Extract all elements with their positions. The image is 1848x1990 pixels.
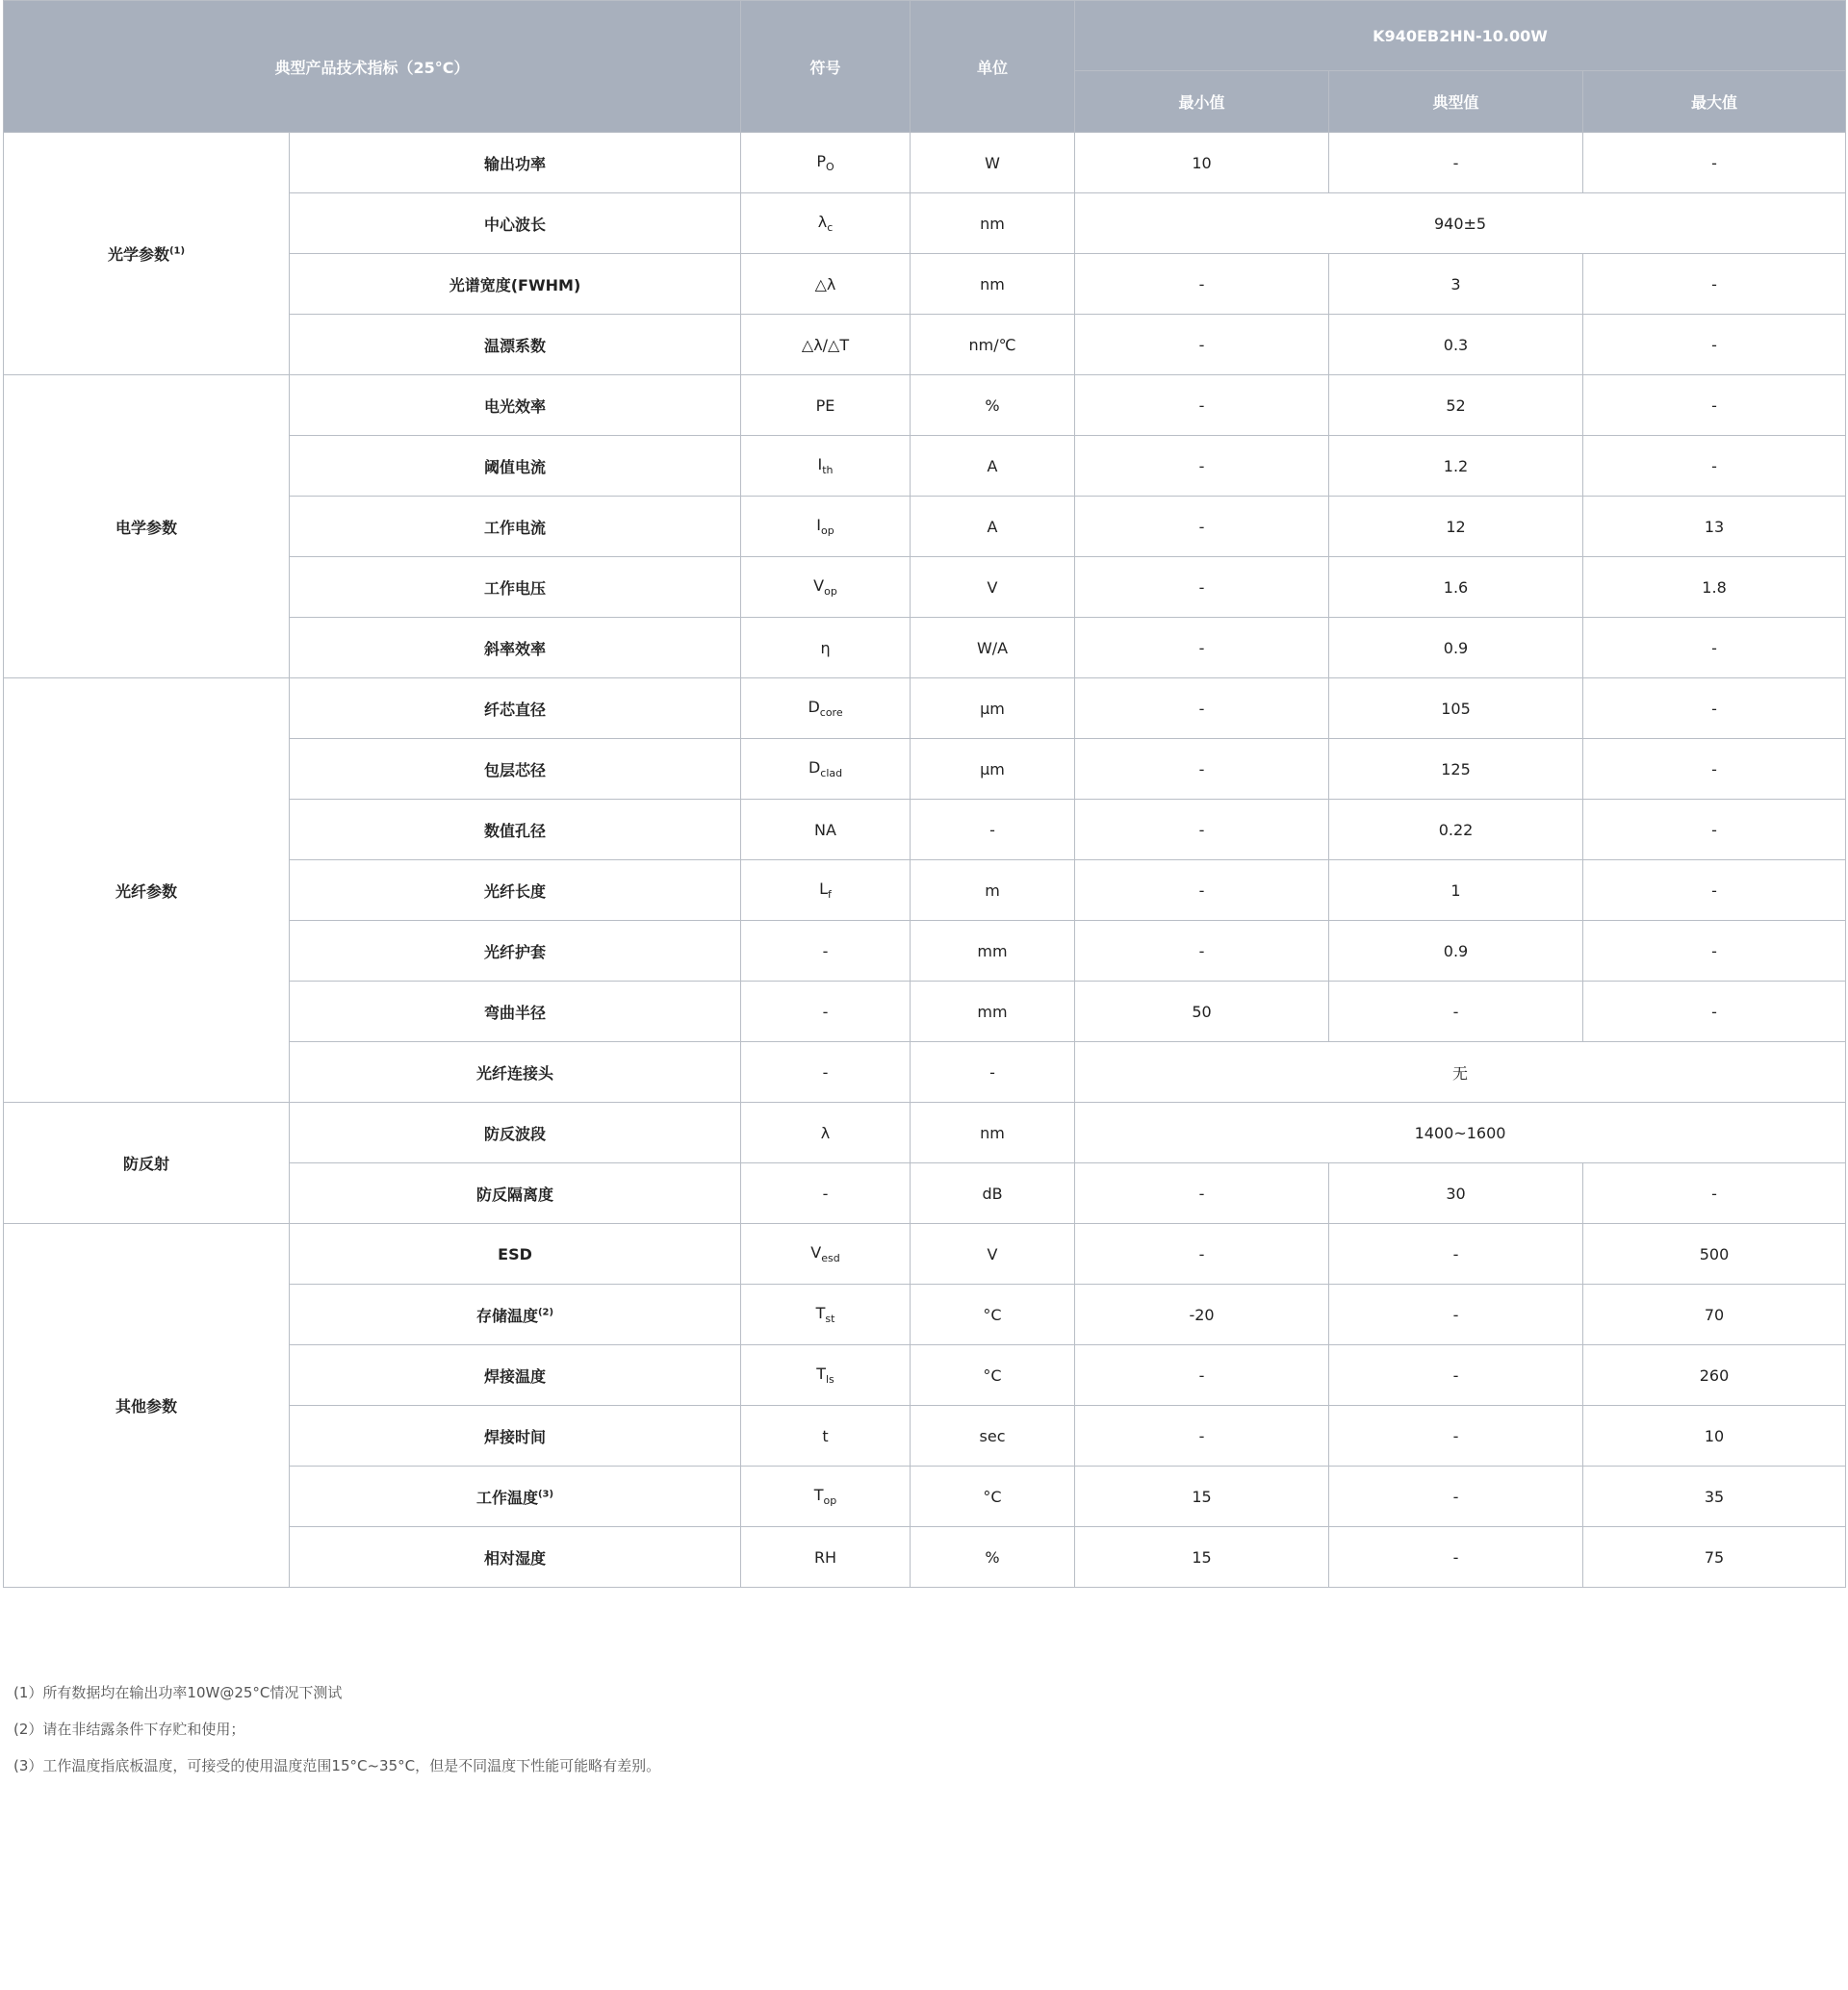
symbol-main: △λ/△T <box>801 335 850 354</box>
max-value-cell: 75 <box>1583 1527 1846 1588</box>
symbol-cell <box>741 982 911 1042</box>
param-cell <box>290 497 741 557</box>
symbol-cell <box>741 1224 911 1285</box>
min-value-cell: 10 <box>1075 133 1329 193</box>
header-max: 最大值 <box>1583 71 1846 133</box>
typ-value-cell: - <box>1329 1224 1583 1285</box>
table-body <box>4 133 1846 1588</box>
param-cell <box>290 375 741 436</box>
symbol-cell <box>741 921 911 982</box>
min-value-cell: - <box>1075 678 1329 739</box>
param-footnote-ref: (3) <box>537 1489 554 1500</box>
max-value-cell: - <box>1583 254 1846 315</box>
max-value-cell: 13 <box>1583 497 1846 557</box>
max-value-cell: - <box>1583 1163 1846 1224</box>
symbol-subscript: esd <box>821 1252 840 1265</box>
symbol-main: T <box>815 1303 826 1322</box>
typ-value-cell: - <box>1329 1467 1583 1527</box>
symbol-cell <box>741 618 911 678</box>
param-cell <box>290 254 741 315</box>
symbol-cell <box>741 800 911 860</box>
symbol-main: - <box>822 941 829 960</box>
typ-value-cell: 0.9 <box>1329 618 1583 678</box>
unit-cell: °C <box>911 1467 1075 1527</box>
symbol-main: I <box>817 454 823 473</box>
merged-value-cell: 1400~1600 <box>1075 1103 1846 1163</box>
merged-value-cell: 940±5 <box>1075 193 1846 254</box>
group-footnote-ref: (1) <box>168 245 186 257</box>
symbol-main: - <box>822 1062 829 1082</box>
param-name: 防反波段 <box>484 1124 547 1143</box>
unit-cell: μm <box>911 678 1075 739</box>
unit-cell: mm <box>911 921 1075 982</box>
symbol-subscript: clad <box>820 767 843 780</box>
max-value-cell: - <box>1583 436 1846 497</box>
symbol-main: V <box>810 1242 822 1262</box>
symbol-subscript: op <box>821 524 834 538</box>
max-value-cell: - <box>1583 678 1846 739</box>
symbol-subscript: op <box>823 1494 837 1508</box>
table-row <box>4 375 1846 436</box>
param-cell <box>290 557 741 618</box>
typ-value-cell: - <box>1329 1345 1583 1406</box>
param-cell <box>290 1527 741 1588</box>
param-cell <box>290 1406 741 1467</box>
param-name: 输出功率 <box>484 154 547 173</box>
symbol-cell <box>741 739 911 800</box>
min-value-cell: - <box>1075 436 1329 497</box>
symbol-cell <box>741 375 911 436</box>
footnote-2: (2）请在非结露条件下存贮和使用； <box>13 1721 245 1738</box>
unit-cell: - <box>911 800 1075 860</box>
min-value-cell: 15 <box>1075 1467 1329 1527</box>
typ-value-cell: 12 <box>1329 497 1583 557</box>
symbol-main: I <box>816 515 822 534</box>
symbol-cell <box>741 1345 911 1406</box>
footnote-1: (1）所有数据均在输出功率10W@25°C情况下测试 <box>13 1684 343 1701</box>
typ-value-cell: 3 <box>1329 254 1583 315</box>
symbol-main: RH <box>813 1547 837 1567</box>
symbol-cell <box>741 678 911 739</box>
max-value-cell: - <box>1583 315 1846 375</box>
min-value-cell: - <box>1075 375 1329 436</box>
symbol-main: - <box>822 1184 829 1203</box>
symbol-subscript: O <box>826 161 834 174</box>
typ-value-cell: 0.3 <box>1329 315 1583 375</box>
max-value-cell: - <box>1583 739 1846 800</box>
typ-value-cell: 52 <box>1329 375 1583 436</box>
param-name: 工作温度 <box>475 1488 538 1507</box>
param-name: 中心波长 <box>484 215 547 234</box>
typ-value-cell: 0.9 <box>1329 921 1583 982</box>
param-name: 工作电压 <box>484 578 547 598</box>
merged-value-cell: 无 <box>1075 1042 1846 1103</box>
typ-value-cell: 125 <box>1329 739 1583 800</box>
param-cell <box>290 1163 741 1224</box>
symbol-cell <box>741 1163 911 1224</box>
typ-value-cell: 1.6 <box>1329 557 1583 618</box>
symbol-main: η <box>820 638 831 657</box>
min-value-cell: - <box>1075 557 1329 618</box>
param-name: 光谱宽度(FWHM) <box>449 275 581 294</box>
param-cell <box>290 1467 741 1527</box>
typ-value-cell: - <box>1329 133 1583 193</box>
max-value-cell: 500 <box>1583 1224 1846 1285</box>
min-value-cell: - <box>1075 1163 1329 1224</box>
symbol-cell <box>741 860 911 921</box>
symbol-cell <box>741 1406 911 1467</box>
max-value-cell: - <box>1583 618 1846 678</box>
symbol-main: NA <box>814 820 836 839</box>
max-value-cell: - <box>1583 860 1846 921</box>
min-value-cell: - <box>1075 1345 1329 1406</box>
symbol-main: D <box>808 697 820 716</box>
unit-cell: °C <box>911 1285 1075 1345</box>
min-value-cell: - <box>1075 497 1329 557</box>
header-model: K940EB2HN-10.00W <box>1075 1 1846 71</box>
unit-cell: sec <box>911 1406 1075 1467</box>
typ-value-cell: - <box>1329 1285 1583 1345</box>
spec-table <box>3 0 1846 1588</box>
max-value-cell: - <box>1583 375 1846 436</box>
max-value-cell: - <box>1583 800 1846 860</box>
param-name: 纤芯直径 <box>484 700 547 719</box>
unit-cell: nm <box>911 1103 1075 1163</box>
max-value-cell: 1.8 <box>1583 557 1846 618</box>
param-name: 防反隔离度 <box>476 1185 554 1204</box>
param-name: 数值孔径 <box>484 821 547 840</box>
min-value-cell: - <box>1075 921 1329 982</box>
unit-cell: V <box>911 1224 1075 1285</box>
param-name: 斜率效率 <box>484 639 547 658</box>
param-name: 工作电流 <box>484 518 547 537</box>
symbol-subscript: core <box>819 706 843 720</box>
min-value-cell: -20 <box>1075 1285 1329 1345</box>
param-cell <box>290 982 741 1042</box>
symbol-main: D <box>808 757 821 777</box>
unit-cell: V <box>911 557 1075 618</box>
group-name: 光学参数 <box>107 245 169 264</box>
typ-value-cell: 30 <box>1329 1163 1583 1224</box>
group-name: 电学参数 <box>115 518 177 537</box>
param-cell <box>290 315 741 375</box>
typ-value-cell: - <box>1329 982 1583 1042</box>
param-cell <box>290 1042 741 1103</box>
param-name: 电光效率 <box>484 396 547 416</box>
param-cell <box>290 860 741 921</box>
unit-cell: % <box>911 375 1075 436</box>
max-value-cell: 70 <box>1583 1285 1846 1345</box>
table-row <box>4 1103 1846 1163</box>
typ-value-cell: - <box>1329 1406 1583 1467</box>
table-row <box>4 678 1846 739</box>
min-value-cell: - <box>1075 739 1329 800</box>
min-value-cell: - <box>1075 618 1329 678</box>
param-name: 焊接温度 <box>484 1366 547 1386</box>
typ-value-cell: 1.2 <box>1329 436 1583 497</box>
max-value-cell: 10 <box>1583 1406 1846 1467</box>
typ-value-cell: 0.22 <box>1329 800 1583 860</box>
symbol-main: △λ <box>814 274 836 293</box>
min-value-cell: 15 <box>1075 1527 1329 1588</box>
param-name: 弯曲半径 <box>484 1003 547 1022</box>
footnotes <box>13 1682 1833 1792</box>
param-name: 焊接时间 <box>484 1427 547 1446</box>
symbol-subscript: ls <box>826 1373 834 1387</box>
typ-value-cell: 1 <box>1329 860 1583 921</box>
symbol-subscript: op <box>824 585 837 599</box>
param-name: 光纤护套 <box>484 942 547 961</box>
param-cell <box>290 921 741 982</box>
unit-cell: A <box>911 436 1075 497</box>
group-cell <box>4 678 290 1103</box>
symbol-main: L <box>819 879 829 898</box>
footnote-3: (3）工作温度指底板温度，可接受的使用温度范围15°C~35°C，但是不同温度下性能可能略有差别。 <box>13 1757 661 1774</box>
symbol-main: λ <box>817 212 828 231</box>
unit-cell: dB <box>911 1163 1075 1224</box>
group-name: 其他参数 <box>115 1397 177 1416</box>
param-name: 光纤长度 <box>484 881 547 901</box>
group-name: 防反射 <box>122 1155 169 1173</box>
header-min: 最小值 <box>1075 71 1329 133</box>
group-cell <box>4 375 290 678</box>
typ-value-cell: - <box>1329 1527 1583 1588</box>
symbol-main: PE <box>815 395 835 415</box>
param-cell <box>290 1345 741 1406</box>
param-footnote-ref: (2) <box>537 1307 554 1318</box>
symbol-subscript: st <box>825 1313 835 1326</box>
header-unit: 单位 <box>911 1 1075 133</box>
unit-cell: W/A <box>911 618 1075 678</box>
unit-cell: nm/℃ <box>911 315 1075 375</box>
symbol-cell <box>741 1285 911 1345</box>
table-row <box>4 133 1846 193</box>
group-cell <box>4 1103 290 1224</box>
unit-cell: nm <box>911 193 1075 254</box>
min-value-cell: - <box>1075 1224 1329 1285</box>
group-cell <box>4 133 290 375</box>
symbol-cell <box>741 557 911 618</box>
min-value-cell: - <box>1075 1406 1329 1467</box>
header-symbol: 符号 <box>741 1 911 133</box>
symbol-main: V <box>813 575 825 595</box>
symbol-cell <box>741 315 911 375</box>
param-cell <box>290 1224 741 1285</box>
param-cell <box>290 193 741 254</box>
header-typ: 典型值 <box>1329 71 1583 133</box>
symbol-main: t <box>822 1426 829 1445</box>
unit-cell: m <box>911 860 1075 921</box>
param-cell <box>290 739 741 800</box>
symbol-cell <box>741 133 911 193</box>
symbol-main: P <box>816 151 826 170</box>
symbol-cell <box>741 1467 911 1527</box>
unit-cell: % <box>911 1527 1075 1588</box>
param-name: 光纤连接头 <box>476 1063 554 1083</box>
header-spec: 典型产品技术指标（25°C） <box>4 1 741 133</box>
table-header <box>4 1 1846 133</box>
unit-cell: W <box>911 133 1075 193</box>
symbol-subscript: th <box>822 464 834 477</box>
symbol-main: T <box>816 1364 826 1383</box>
symbol-main: - <box>822 1002 829 1021</box>
min-value-cell: 50 <box>1075 982 1329 1042</box>
unit-cell: mm <box>911 982 1075 1042</box>
param-cell <box>290 800 741 860</box>
table-row <box>4 1224 1846 1285</box>
max-value-cell: - <box>1583 982 1846 1042</box>
unit-cell: nm <box>911 254 1075 315</box>
param-cell <box>290 678 741 739</box>
param-name: ESD <box>498 1244 532 1263</box>
param-name: 温漂系数 <box>484 336 547 355</box>
unit-cell: A <box>911 497 1075 557</box>
param-name: 存储温度 <box>475 1306 538 1325</box>
max-value-cell: 35 <box>1583 1467 1846 1527</box>
param-cell <box>290 1285 741 1345</box>
symbol-cell <box>741 254 911 315</box>
symbol-subscript: f <box>828 888 832 902</box>
symbol-cell <box>741 1042 911 1103</box>
param-cell <box>290 436 741 497</box>
param-cell <box>290 618 741 678</box>
param-name: 包层芯径 <box>484 760 547 779</box>
param-name: 相对湿度 <box>484 1548 547 1568</box>
param-name: 阈值电流 <box>484 457 547 476</box>
min-value-cell: - <box>1075 254 1329 315</box>
symbol-cell <box>741 436 911 497</box>
max-value-cell: 260 <box>1583 1345 1846 1406</box>
symbol-cell <box>741 497 911 557</box>
param-cell <box>290 133 741 193</box>
symbol-main: T <box>813 1485 824 1504</box>
typ-value-cell: 105 <box>1329 678 1583 739</box>
min-value-cell: - <box>1075 800 1329 860</box>
group-name: 光纤参数 <box>115 881 177 901</box>
min-value-cell: - <box>1075 315 1329 375</box>
max-value-cell: - <box>1583 133 1846 193</box>
symbol-cell <box>741 193 911 254</box>
param-cell <box>290 1103 741 1163</box>
max-value-cell: - <box>1583 921 1846 982</box>
symbol-subscript: c <box>827 221 834 235</box>
unit-cell: - <box>911 1042 1075 1103</box>
symbol-cell <box>741 1103 911 1163</box>
symbol-main: λ <box>820 1123 831 1142</box>
unit-cell: °C <box>911 1345 1075 1406</box>
group-cell <box>4 1224 290 1588</box>
unit-cell: μm <box>911 739 1075 800</box>
min-value-cell: - <box>1075 860 1329 921</box>
symbol-cell <box>741 1527 911 1588</box>
